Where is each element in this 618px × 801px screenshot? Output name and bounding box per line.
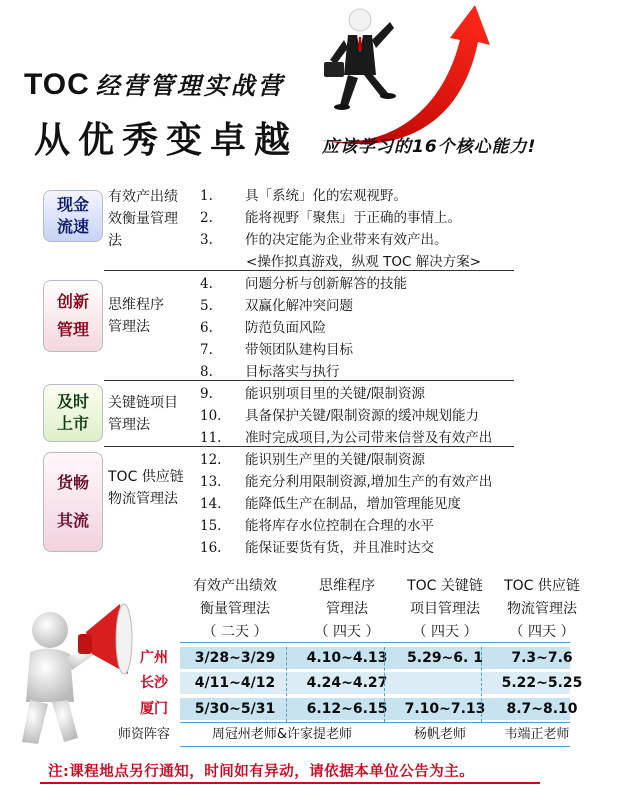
schedule-cell: 4/11~4/12	[194, 675, 276, 691]
course-thinking: 思维程序管理法	[108, 297, 164, 335]
item-number: 11.	[200, 430, 222, 446]
badge-line: 流速	[56, 217, 89, 236]
course-header-line1: TOC 供应链	[504, 578, 580, 594]
badge-line: 其流	[56, 511, 89, 530]
table-top-rule	[180, 642, 570, 643]
schedule-cell: 6.12~6.15	[306, 701, 388, 717]
course-duration: （ 四天 ）	[314, 624, 380, 640]
badge-line: 货畅	[56, 473, 89, 492]
capability-item	[200, 537, 434, 559]
schedule-cell: 3/28~3/29	[194, 650, 276, 666]
faculty-name: 杨帆老师	[413, 727, 466, 742]
camp-label: 经营管理实战营	[95, 73, 285, 100]
course-duration: （ 四天 ）	[509, 624, 575, 640]
item-number: 1.	[200, 188, 213, 204]
item-number: 14.	[200, 496, 222, 512]
city-label: 厦门	[140, 701, 168, 717]
item-text: 带领团队建构目标	[245, 342, 353, 358]
column-divider	[481, 647, 482, 722]
item-text: 目标落实与执行	[245, 364, 340, 380]
item-text: 能充分利用限制资源,增加生产的有效产出	[245, 474, 493, 490]
item-number: 9.	[200, 386, 213, 402]
capability-item	[200, 383, 425, 405]
item-number: 16.	[200, 540, 222, 556]
city-label: 广州	[140, 650, 168, 666]
item-text: <操作拟真游戏，纵观 TOC 解决方案>	[246, 254, 482, 270]
businessman-icon	[324, 9, 396, 110]
faculty-name: 韦端正老师	[504, 727, 570, 742]
item-text: 能识别项目里的关键/限制资源	[245, 386, 426, 402]
item-number: 15.	[200, 518, 222, 534]
schedule-cell: 5.29~6. 1	[407, 650, 483, 666]
course-header-line2: 管理法	[326, 601, 368, 617]
item-text: 能识别生产里的关键/限制资源	[245, 452, 426, 468]
capability-item	[200, 427, 492, 449]
tagline: 应该学习的16个核心能力!	[322, 137, 537, 157]
item-text: 双赢化解冲突问题	[245, 298, 353, 314]
growth-arrow-graphic	[300, 0, 500, 150]
faculty-label: 师资阵容	[117, 727, 170, 742]
badge-line: 上市	[56, 414, 89, 433]
badge-time-to-market	[43, 384, 103, 442]
course-duration: （ 二天 ）	[202, 624, 268, 640]
item-number: 12.	[200, 452, 222, 468]
item-text: 问题分析与创新解答的技能	[245, 276, 407, 292]
schedule-cell: 7.10~7.13	[404, 701, 486, 717]
item-text: 能保证要货有货，并且准时达交	[245, 540, 434, 556]
badge-cash-flow	[43, 190, 103, 242]
capability-item	[200, 229, 448, 251]
slogan-title: 从优秀变卓越	[34, 119, 299, 161]
badge-innovation	[43, 280, 103, 352]
schedule-cell: 4.24~4.27	[306, 675, 388, 691]
capability-item	[200, 273, 407, 295]
city-label: 长沙	[140, 675, 168, 691]
badge-line: 及时	[56, 392, 89, 411]
schedule-cell: 7.3~7.6	[511, 650, 573, 666]
item-number: 6.	[200, 320, 213, 336]
capability-item	[200, 339, 353, 361]
item-number: 8.	[200, 364, 213, 380]
capability-item	[200, 449, 425, 471]
item-number: 10.	[200, 408, 222, 424]
capability-item	[200, 405, 479, 427]
schedule-cell: 4.10~4.13	[306, 650, 388, 666]
faculty-name: 周冠州老师&许家提老师	[211, 727, 353, 742]
item-number: 13.	[200, 474, 222, 490]
item-number: 2.	[200, 210, 213, 226]
item-text: 能降低生产在制品，增加管理能见度	[245, 496, 461, 512]
capability-item	[246, 251, 481, 273]
course-supply-chain: TOC 供应链物流管理法	[108, 469, 184, 507]
table-bottom-rule	[180, 722, 570, 723]
faculty-rule	[180, 746, 570, 747]
capability-item	[200, 493, 461, 515]
item-number: 5.	[200, 298, 213, 314]
badge-supply-flow	[43, 452, 103, 552]
item-text: 作的决定能为企业带来有效产出。	[245, 232, 448, 248]
item-text: 能将视野「聚焦」于正确的事情上。	[245, 210, 461, 226]
item-text: 防范负面风险	[245, 320, 326, 336]
footnote-underline	[40, 782, 540, 784]
toc-label: TOC	[24, 68, 90, 101]
item-number: 3.	[200, 232, 213, 248]
schedule-cell: 8.7~8.10	[506, 701, 578, 717]
item-number: 7.	[200, 342, 213, 358]
column-divider	[286, 647, 287, 722]
schedule-cell: 5.22~5.25	[501, 675, 583, 691]
capability-item	[200, 317, 326, 339]
capability-item	[200, 471, 492, 493]
course-header-line1: 思维程序	[319, 578, 375, 594]
megaphone-icon	[78, 604, 132, 674]
course-critical-chain: 关键链项目管理法	[108, 395, 178, 433]
course-throughput: 有效产出绩效衡量管理法	[108, 189, 178, 249]
badge-line: 现金	[56, 195, 89, 214]
course-header-line2: 物流管理法	[507, 601, 577, 617]
capability-item	[200, 361, 340, 383]
column-divider	[384, 647, 385, 722]
course-header-line2: 项目管理法	[410, 601, 480, 617]
schedule-cell: 5/30~5/31	[194, 701, 276, 717]
capability-item	[200, 515, 434, 537]
item-text: 能将库存水位控制在合理的水平	[245, 518, 434, 534]
item-number: 4.	[200, 276, 213, 292]
item-text: 具「系统」化的宏观视野。	[245, 188, 407, 204]
item-text: 具备保护关键/限制资源的缓冲规划能力	[245, 408, 480, 424]
capability-item	[200, 207, 461, 229]
badge-line: 管理	[56, 320, 89, 339]
footnote: 注:课程地点另行通知，时间如有异动，请依据本单位公告为主。	[48, 764, 475, 780]
badge-line: 创新	[56, 292, 89, 311]
capability-item	[200, 295, 353, 317]
item-text: 准时完成项目,为公司带来信誉及有效产出	[245, 430, 493, 446]
course-header-line2: 衡量管理法	[200, 601, 270, 617]
course-duration: （ 四天 ）	[412, 624, 478, 640]
capability-item	[200, 185, 407, 207]
course-header-line1: 有效产出绩效	[193, 578, 277, 594]
course-header-line1: TOC 关键链	[407, 578, 483, 594]
toc-camp-title	[24, 66, 285, 102]
